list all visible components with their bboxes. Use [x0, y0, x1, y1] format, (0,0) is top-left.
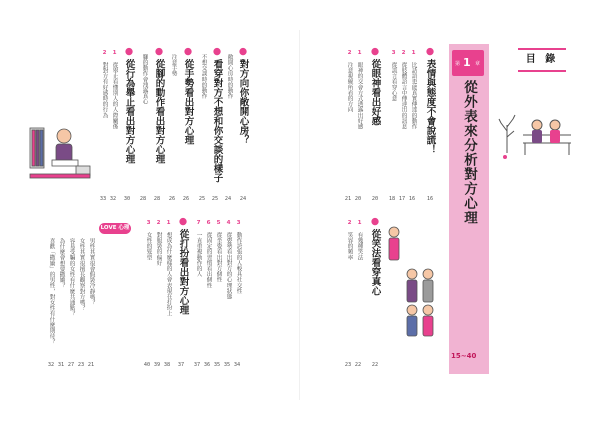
section-heading[interactable]: ●表情與態度不會說謊！: [424, 46, 436, 154]
chapter-label: 第: [455, 61, 461, 67]
toc-entry[interactable]: 1 想成為什麼樣的人會表現在打扮上: [165, 220, 172, 316]
toc-entry[interactable]: 1 有幾種笑法: [356, 220, 363, 260]
page-number: 23: [344, 362, 352, 368]
toc-entry[interactable]: 5 從坐姿看出對方個性: [215, 220, 222, 283]
love-entry[interactable]: 男性其實很會假裝冷靜嗎？: [88, 238, 95, 306]
page-number: 33: [99, 196, 107, 202]
page-number: 28: [139, 196, 147, 202]
page-number: 28: [153, 196, 161, 202]
toc-entry[interactable]: 1 從舉止看懂別人的人際關係: [111, 50, 118, 130]
book-spine: [299, 30, 300, 400]
page-number: 18: [388, 196, 396, 202]
toc-entry[interactable]: 不想交談時的動作: [200, 54, 207, 99]
people-figures-illustration: [382, 222, 440, 342]
toc-entry[interactable]: 4 從姿勢看出對方的心理狀態: [225, 220, 232, 300]
toc-entry[interactable]: 6 從固定的習慣看出個性: [205, 220, 212, 288]
toc-entry[interactable]: 3 女性的髮型: [145, 220, 152, 260]
chapter-tag: [452, 50, 484, 76]
toc-entry[interactable]: 敞開心房時的動作: [226, 54, 233, 99]
page-number: 20: [354, 196, 362, 202]
section-heading[interactable]: ●從笑法看穿真心: [369, 216, 381, 296]
page-number: 32: [47, 362, 55, 368]
page-number: 24: [224, 196, 232, 202]
page-number: 25: [198, 196, 206, 202]
page-number: 17: [398, 196, 406, 202]
page-number: 22: [371, 362, 379, 368]
page-number: 23: [77, 362, 85, 368]
page-number: 26: [168, 196, 176, 202]
section-heading[interactable]: ●從眼神看出好感: [369, 46, 381, 126]
toc-entry[interactable]: 2 對服裝的偏好: [155, 220, 162, 266]
page-number: 25: [211, 196, 219, 202]
page-number: 35: [213, 362, 221, 368]
page-number: 39: [153, 362, 161, 368]
section-heading[interactable]: ●從行為舉止看出對方心理: [123, 46, 135, 164]
page-number: 16: [426, 196, 434, 202]
toc-title: 目 錄: [518, 48, 566, 72]
page-number: 30: [123, 196, 131, 202]
love-entry[interactable]: 容易受騙的女性有什麼共通點？: [68, 238, 75, 317]
page-number: 31: [57, 362, 65, 368]
page-number: 40: [143, 362, 151, 368]
toc-entry[interactable]: 2 從肢體語言中傳達出的訊息: [400, 50, 407, 130]
reading-person-illustration: [28, 118, 94, 186]
toc-entry[interactable]: 注意手勢: [170, 54, 177, 77]
page-number: 16: [408, 196, 416, 202]
page-number: 20: [371, 196, 379, 202]
page-number: 27: [67, 362, 75, 368]
page-number: 37: [177, 362, 185, 368]
love-entry[interactable]: 女性其實很擅長觀察對方嗎？: [78, 238, 85, 311]
page-number: 34: [233, 362, 241, 368]
love-psychology-badge: LOVE 心理: [99, 223, 131, 234]
page-number: 32: [109, 196, 117, 202]
page-number: 21: [87, 362, 95, 368]
page-number: 35: [223, 362, 231, 368]
toc-entry[interactable]: 1 眼神的交會方式透露出好感: [356, 50, 363, 130]
love-entry[interactable]: 為什麼會想要撒嬌？: [58, 238, 65, 289]
toc-entry[interactable]: 1 比話語更能真實傳達的動作: [410, 50, 417, 130]
chapter-page-range: 15~40: [451, 352, 477, 360]
page-number: 21: [344, 196, 352, 202]
chapter-number: 1: [463, 56, 471, 69]
toc-entry[interactable]: 3 從謊言看穿心意: [390, 50, 397, 102]
section-heading[interactable]: ●對方向你敞開心房？: [237, 46, 249, 145]
chapter-suffix: 章: [475, 61, 481, 67]
toc-entry[interactable]: 2 對對方有好感時的行為: [101, 50, 108, 118]
couple-bench-illustration: [497, 95, 589, 165]
section-heading[interactable]: ●看穿對方不想和你交談的樣子: [211, 46, 223, 183]
toc-entry[interactable]: 7 一直重複動作的人: [195, 220, 202, 277]
page-number: 38: [163, 362, 171, 368]
toc-entry[interactable]: 2 笑容的頻率: [346, 220, 353, 260]
toc-entry[interactable]: 腳的動作會洩露真心: [141, 54, 148, 105]
section-heading[interactable]: ●從手勢看出對方心理: [182, 46, 194, 145]
page-number: 37: [193, 362, 201, 368]
section-heading[interactable]: ●從打扮看出對方心理: [177, 216, 189, 315]
page-number: 36: [203, 362, 211, 368]
toc-entry[interactable]: 3 動作誇張的人較具社交性: [235, 220, 242, 294]
page-number: 26: [182, 196, 190, 202]
page-number: 22: [354, 362, 362, 368]
section-heading[interactable]: ●從腳的動作看出對方心理: [153, 46, 165, 164]
toc-entry[interactable]: 2 注意視線所看的方向: [346, 50, 353, 113]
page-number: 24: [239, 196, 247, 202]
love-entry[interactable]: 喜歡「撒嬌」的男性，對女性有什麼期待？: [48, 238, 55, 345]
chapter-title: 從外表來分析對方心理: [461, 80, 477, 225]
